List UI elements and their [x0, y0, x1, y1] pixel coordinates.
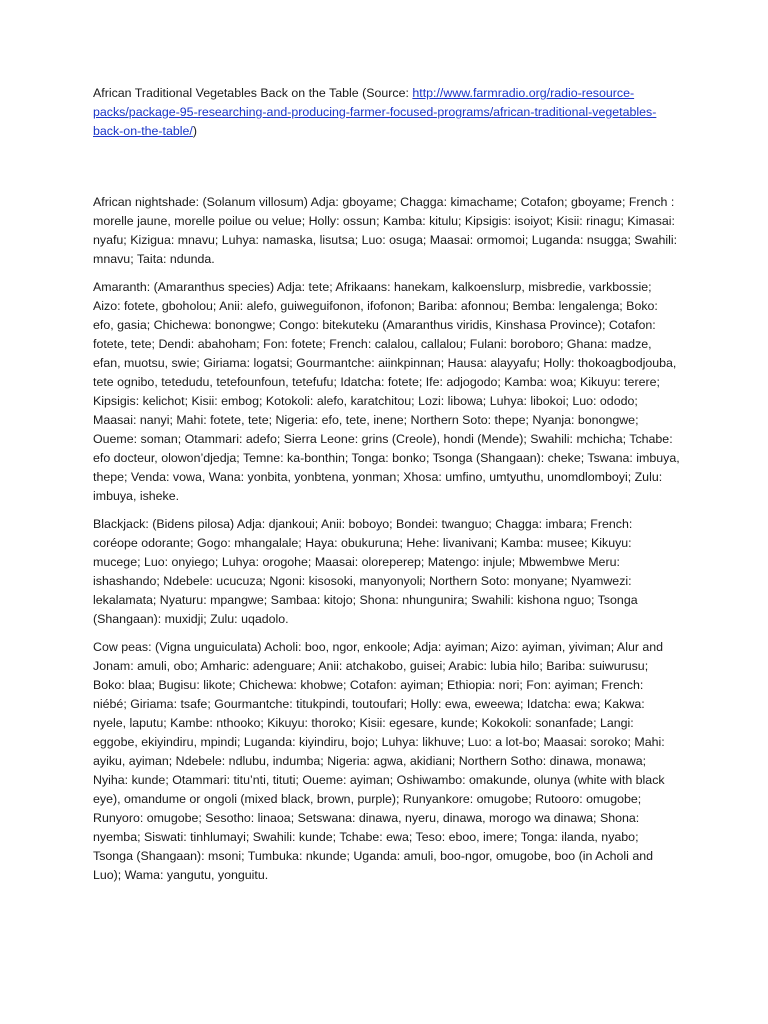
title-prefix: African Traditional Vegetables Back on the Table (Source: — [93, 86, 413, 100]
paragraph-african-nightshade: African nightshade: (Solanum villosum) Adja: gboyame; Chagga: kimachame; Cotafon; gboyame; French : morelle jaune, morelle poilue ou velue; Holly: ossun; Kamba: kitulu; Kipsigis: isoiyot; Kisii: rinagu; Kimasai: nyafu; Kizigua: mnavu; Luhya: namaska, lisutsa; Luo: osuga; Maasai: ormomoi; Luganda: nsugga; Swahili: mnavu; Taita: ndunda. — [93, 195, 678, 266]
paragraph-cow-peas: Cow peas: (Vigna unguiculata) Acholi: boo, ngor, enkoole; Adja: ayiman; Aizo: ayiman, yiviman; Alur and Jonam: amuli, obo; Amharic: adenguare; Anii: atchakobo, guisei; Arabic: lubia hilo; Bariba: suiwurusu; Boko: blaa; Bugisu: likote; Chichewa: khobwe; Cotafon: ayiman; Ethiopia: nori; Fon: ayiman; French: niébé; Giriama: tsafe; Gourmantche: titukpindi, toutoufari; Holly: ewa, eweewa; Idatcha: ewa; Kakwa: nyele, laputu; Kambe: nthooko; Kikuyu: thoroko; Kisii: egesare, kunde; Kokokoli: sonanfade; Langi: eggobe, ekiyindiru, mpindi; Luganda: kiyindiru, bojo; Luhya: likhuve; Luo: a lot-bo; Maasai: soroko; Mahi: ayiku, ayiman; Ndebele: ndlubu, indumba; Nigeria: agwa, akidiani; Northern Sotho: dinawa, monawa; Nyiha: kunde; Otammari: titu’nti, tituti; Oueme: ayiman; Oshiwambo: omakunde, olunya (white with black eye), omandume or ongoli (mixed black, brown, purple); Runyankore: omugobe; Rutooro: omugobe; Runyoro: omugobe; Sesotho: linaoa; Setswana: dinawa, nyeru, dinawa, morogo wa dinawa; Shona: nyemba; Siswati: tinhlumayi; Swahili: kunde; Tchabe: ewa; Teso: eboo, imere; Tonga: ilanda, nyabo; Tsonga (Shangaan): msoni; Tumbuka: nkunde; Uganda: amuli, boo-ngor, omugobe, boo (in Acholi and Luo); Wama: yangutu, yonguitu. — [93, 640, 665, 882]
title-suffix: ) — [192, 124, 198, 138]
document-title — [93, 84, 680, 141]
source-link[interactable]: http://www.farmradio.org/radio-resource-packs/package-95-researching-and-producing-farmer-focused-programs/african-traditional-vegetables-back-on-the-table/ — [93, 86, 657, 138]
paragraph-amaranth: Amaranth: (Amaranthus species) Adja: tete; Afrikaans: hanekam, kalkoenslurp, misbredie, varkbossie; Aizo: fotete, gboholou; Anii: alefo, guiweguifonon, ifofonon; Bariba: afonnou; Bemba: lengalenga; Boko: efo, gasia; Chichewa: bonongwe; Congo: bitekuteku (Amaranthus viridis, Kinshasa Province); Cotafon: fotete, tete; Dendi: abahoham; Fon: fotete; French: calalou, callalou; Fulani: boroboro; Ghana: madze, efan, muotsu, swie; Giriama: logatsi; Gourmantche: aiinkpinnan; Hausa: alayyafu; Holly: thokoagbodjouba, tete ognibo, tetedudu, tetefounfoun, tetefufu; Idatcha: fotete; Ife: adjogodo; Kamba: woa; Kikuyu: terere; Kipsigis: kelichot; Kisii: embog; Kotokoli: alefo, karatchitou; Lozi: libowa; Luhya: libokoi; Luo: ododo; Maasai: nanyi; Mahi: fotete, tete; Nigeria: efo, tete, inene; Northern Soto: thepe; Nyanja: bonongwe; Oueme: soman; Otammari: adefo; Sierra Leone: grins (Creole), hondi (Mende); Swahili: mchicha; Tchabe: efo docteur, olowon’djedja; Temne: ka-bonthin; Tonga: bonko; Tsonga (Shangaan): cheke; Tswana: imbuya, thepe; Venda: vowa, Wana: yonbita, yonbtena, yonman; Xhosa: umfino, umtyuthu, unomdlomboyi; Zulu: imbuya, isheke. — [93, 280, 680, 503]
paragraph-blackjack: Blackjack: (Bidens pilosa) Adja: djankoui; Anii: boboyo; Bondei: twanguo; Chagga: imbara; French: coréope odorante; Gogo: mhangalale; Haya: obukuruna; Hehe: livanivani; Kamba: musee; Kikuyu: mucege; Luo: onyiego; Luhya: orogohe; Maasai: oloreperep; Matengo: injule; Mbwembwe Meru: ishashando; Ndebele: ucucuza; Ngoni: kisosoki, manyonyoli; Northern Soto: monyane; Nyamwezi: lekalamata; Nyaturu: mpangwe; Sambaa: kitojo; Shona: nhungunira; Swahili: kishona nguo; Tsonga (Shangaan): muxidji; Zulu: uqadolo. — [93, 517, 638, 626]
